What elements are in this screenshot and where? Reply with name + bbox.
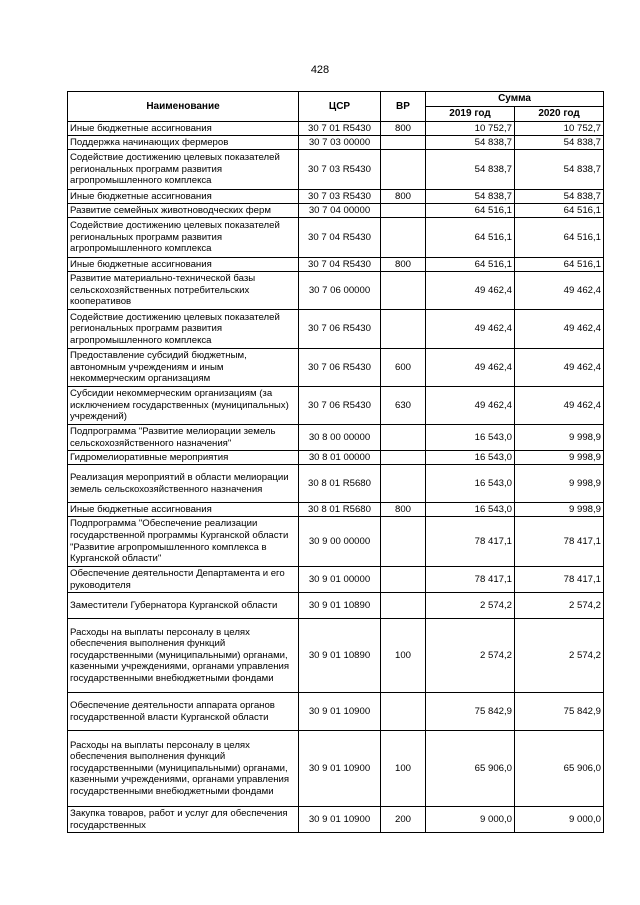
row-name: Обеспечение деятельности аппарата органов государственной власти Курганской области — [68, 693, 299, 731]
row-amount-2020: 75 842,9 — [515, 693, 604, 731]
budget-table — [67, 91, 604, 833]
row-name: Поддержка начинающих фермеров — [68, 136, 299, 150]
table-row — [68, 567, 604, 593]
row-amount-2019: 54 838,7 — [426, 150, 515, 190]
row-name: Подпрограмма "Обеспечение реализации государственной программы Курганской области "Развитие агропромышленного комплекса в Курганской области" — [68, 517, 299, 567]
row-vr: 100 — [381, 619, 426, 693]
row-csr: 30 7 03 R5430 — [299, 150, 381, 190]
row-csr: 30 9 01 10900 — [299, 731, 381, 807]
table-row — [68, 204, 604, 218]
row-amount-2019: 54 838,7 — [426, 136, 515, 150]
row-name: Иные бюджетные ассигнования — [68, 503, 299, 517]
row-csr: 30 8 01 R5680 — [299, 503, 381, 517]
row-amount-2020: 54 838,7 — [515, 136, 604, 150]
table-row — [68, 258, 604, 272]
row-amount-2019: 16 543,0 — [426, 503, 515, 517]
row-csr: 30 9 01 10890 — [299, 593, 381, 619]
row-amount-2019: 10 752,7 — [426, 122, 515, 136]
row-amount-2019: 75 842,9 — [426, 693, 515, 731]
row-name: Расходы на выплаты персоналу в целях обеспечения выполнения функций государственными (муниципальными) органами, казенными учреждениями, органами управления государственными внебюджетными фондами — [68, 619, 299, 693]
row-amount-2020: 65 906,0 — [515, 731, 604, 807]
row-amount-2020: 49 462,4 — [515, 387, 604, 425]
row-name: Подпрограмма "Развитие мелиорации земель сельскохозяйственного назначения" — [68, 425, 299, 451]
row-amount-2020: 54 838,7 — [515, 150, 604, 190]
header-year-2020: 2020 год — [515, 107, 604, 122]
row-name: Развитие материально-технической базы сельскохозяйственных потребительских кооперативов — [68, 272, 299, 310]
row-amount-2020: 64 516,1 — [515, 204, 604, 218]
row-vr — [381, 465, 426, 503]
table-row — [68, 619, 604, 693]
row-vr — [381, 425, 426, 451]
row-csr: 30 7 03 00000 — [299, 136, 381, 150]
row-amount-2019: 16 543,0 — [426, 425, 515, 451]
table-body — [68, 122, 604, 833]
row-csr: 30 9 01 00000 — [299, 567, 381, 593]
table-row — [68, 272, 604, 310]
row-amount-2019: 49 462,4 — [426, 387, 515, 425]
row-csr: 30 7 06 R5430 — [299, 387, 381, 425]
row-vr — [381, 204, 426, 218]
row-amount-2019: 16 543,0 — [426, 451, 515, 465]
row-amount-2019: 64 516,1 — [426, 258, 515, 272]
row-amount-2019: 78 417,1 — [426, 517, 515, 567]
table-row — [68, 190, 604, 204]
row-csr: 30 9 01 10890 — [299, 619, 381, 693]
row-name: Заместители Губернатора Курганской области — [68, 593, 299, 619]
row-name: Содействие достижению целевых показателей региональных программ развития агропромышленного комплекса — [68, 150, 299, 190]
row-amount-2020: 2 574,2 — [515, 593, 604, 619]
row-csr: 30 9 01 10900 — [299, 693, 381, 731]
row-vr: 800 — [381, 190, 426, 204]
row-amount-2020: 49 462,4 — [515, 349, 604, 387]
row-name: Содействие достижению целевых показателей региональных программ развития агропромышленного комплекса — [68, 310, 299, 349]
row-vr — [381, 150, 426, 190]
table-header — [68, 92, 604, 122]
row-vr: 100 — [381, 731, 426, 807]
row-vr — [381, 567, 426, 593]
table-row — [68, 136, 604, 150]
header-vr: ВР — [381, 92, 426, 122]
row-vr — [381, 218, 426, 258]
row-vr — [381, 136, 426, 150]
row-vr — [381, 517, 426, 567]
row-name: Субсидии некоммерческим организациям (за исключением государственных (муниципальных) учреждений) — [68, 387, 299, 425]
row-amount-2020: 9 998,9 — [515, 425, 604, 451]
row-vr: 800 — [381, 503, 426, 517]
row-name: Иные бюджетные ассигнования — [68, 258, 299, 272]
table-row — [68, 593, 604, 619]
row-amount-2020: 49 462,4 — [515, 310, 604, 349]
row-csr: 30 7 06 00000 — [299, 272, 381, 310]
row-amount-2020: 64 516,1 — [515, 218, 604, 258]
row-vr — [381, 310, 426, 349]
row-name: Предоставление субсидий бюджетным, автономным учреждениям и иным некоммерческим организациям — [68, 349, 299, 387]
table-row — [68, 693, 604, 731]
header-name: Наименование — [68, 92, 299, 122]
table-row — [68, 465, 604, 503]
header-sum: Сумма — [426, 92, 604, 107]
row-vr: 630 — [381, 387, 426, 425]
row-name: Гидромелиоративные мероприятия — [68, 451, 299, 465]
row-name: Иные бюджетные ассигнования — [68, 122, 299, 136]
row-amount-2020: 64 516,1 — [515, 258, 604, 272]
row-amount-2019: 64 516,1 — [426, 204, 515, 218]
row-csr: 30 7 03 R5430 — [299, 190, 381, 204]
row-vr: 600 — [381, 349, 426, 387]
row-amount-2019: 2 574,2 — [426, 593, 515, 619]
row-csr: 30 7 01 R5430 — [299, 122, 381, 136]
row-csr: 30 8 01 00000 — [299, 451, 381, 465]
row-amount-2019: 64 516,1 — [426, 218, 515, 258]
row-csr: 30 7 06 R5430 — [299, 349, 381, 387]
row-name: Реализация мероприятий в области мелиорации земель сельскохозяйственного назначения — [68, 465, 299, 503]
header-csr: ЦСР — [299, 92, 381, 122]
table-row — [68, 451, 604, 465]
row-amount-2019: 49 462,4 — [426, 349, 515, 387]
table-row — [68, 807, 604, 833]
row-csr: 30 7 04 R5430 — [299, 218, 381, 258]
row-amount-2019: 78 417,1 — [426, 567, 515, 593]
row-csr: 30 8 00 00000 — [299, 425, 381, 451]
row-amount-2019: 9 000,0 — [426, 807, 515, 833]
row-amount-2020: 49 462,4 — [515, 272, 604, 310]
table-row — [68, 387, 604, 425]
row-vr — [381, 272, 426, 310]
row-name: Обеспечение деятельности Департамента и его руководителя — [68, 567, 299, 593]
table-row — [68, 218, 604, 258]
row-vr — [381, 451, 426, 465]
row-amount-2020: 9 998,9 — [515, 451, 604, 465]
row-vr — [381, 693, 426, 731]
header-year-2019: 2019 год — [426, 107, 515, 122]
row-name: Развитие семейных животноводческих ферм — [68, 204, 299, 218]
page-number: 428 — [310, 64, 330, 76]
row-amount-2019: 65 906,0 — [426, 731, 515, 807]
table-row — [68, 425, 604, 451]
row-vr: 800 — [381, 258, 426, 272]
row-amount-2019: 49 462,4 — [426, 272, 515, 310]
row-name: Расходы на выплаты персоналу в целях обеспечения выполнения функций государственными (муниципальными) органами, казенными учреждениями, органами управления государственными внебюджетными фондами — [68, 731, 299, 807]
row-amount-2020: 78 417,1 — [515, 567, 604, 593]
row-name: Закупка товаров, работ и услуг для обеспечения государственных — [68, 807, 299, 833]
table-row — [68, 503, 604, 517]
row-csr: 30 9 01 10900 — [299, 807, 381, 833]
row-amount-2020: 2 574,2 — [515, 619, 604, 693]
row-amount-2019: 49 462,4 — [426, 310, 515, 349]
row-amount-2020: 78 417,1 — [515, 517, 604, 567]
row-vr: 200 — [381, 807, 426, 833]
row-amount-2020: 54 838,7 — [515, 190, 604, 204]
row-name: Содействие достижению целевых показателей региональных программ развития агропромышленного комплекса — [68, 218, 299, 258]
table-row — [68, 150, 604, 190]
row-vr — [381, 593, 426, 619]
row-amount-2019: 54 838,7 — [426, 190, 515, 204]
row-amount-2019: 2 574,2 — [426, 619, 515, 693]
table-row — [68, 517, 604, 567]
row-csr: 30 9 00 00000 — [299, 517, 381, 567]
row-amount-2019: 16 543,0 — [426, 465, 515, 503]
table-row — [68, 349, 604, 387]
row-csr: 30 8 01 R5680 — [299, 465, 381, 503]
table-row — [68, 122, 604, 136]
row-amount-2020: 9 000,0 — [515, 807, 604, 833]
row-amount-2020: 9 998,9 — [515, 503, 604, 517]
row-amount-2020: 9 998,9 — [515, 465, 604, 503]
table-row — [68, 310, 604, 349]
row-csr: 30 7 04 R5430 — [299, 258, 381, 272]
row-amount-2020: 10 752,7 — [515, 122, 604, 136]
row-csr: 30 7 04 00000 — [299, 204, 381, 218]
row-vr: 800 — [381, 122, 426, 136]
row-csr: 30 7 06 R5430 — [299, 310, 381, 349]
row-name: Иные бюджетные ассигнования — [68, 190, 299, 204]
table-row — [68, 731, 604, 807]
